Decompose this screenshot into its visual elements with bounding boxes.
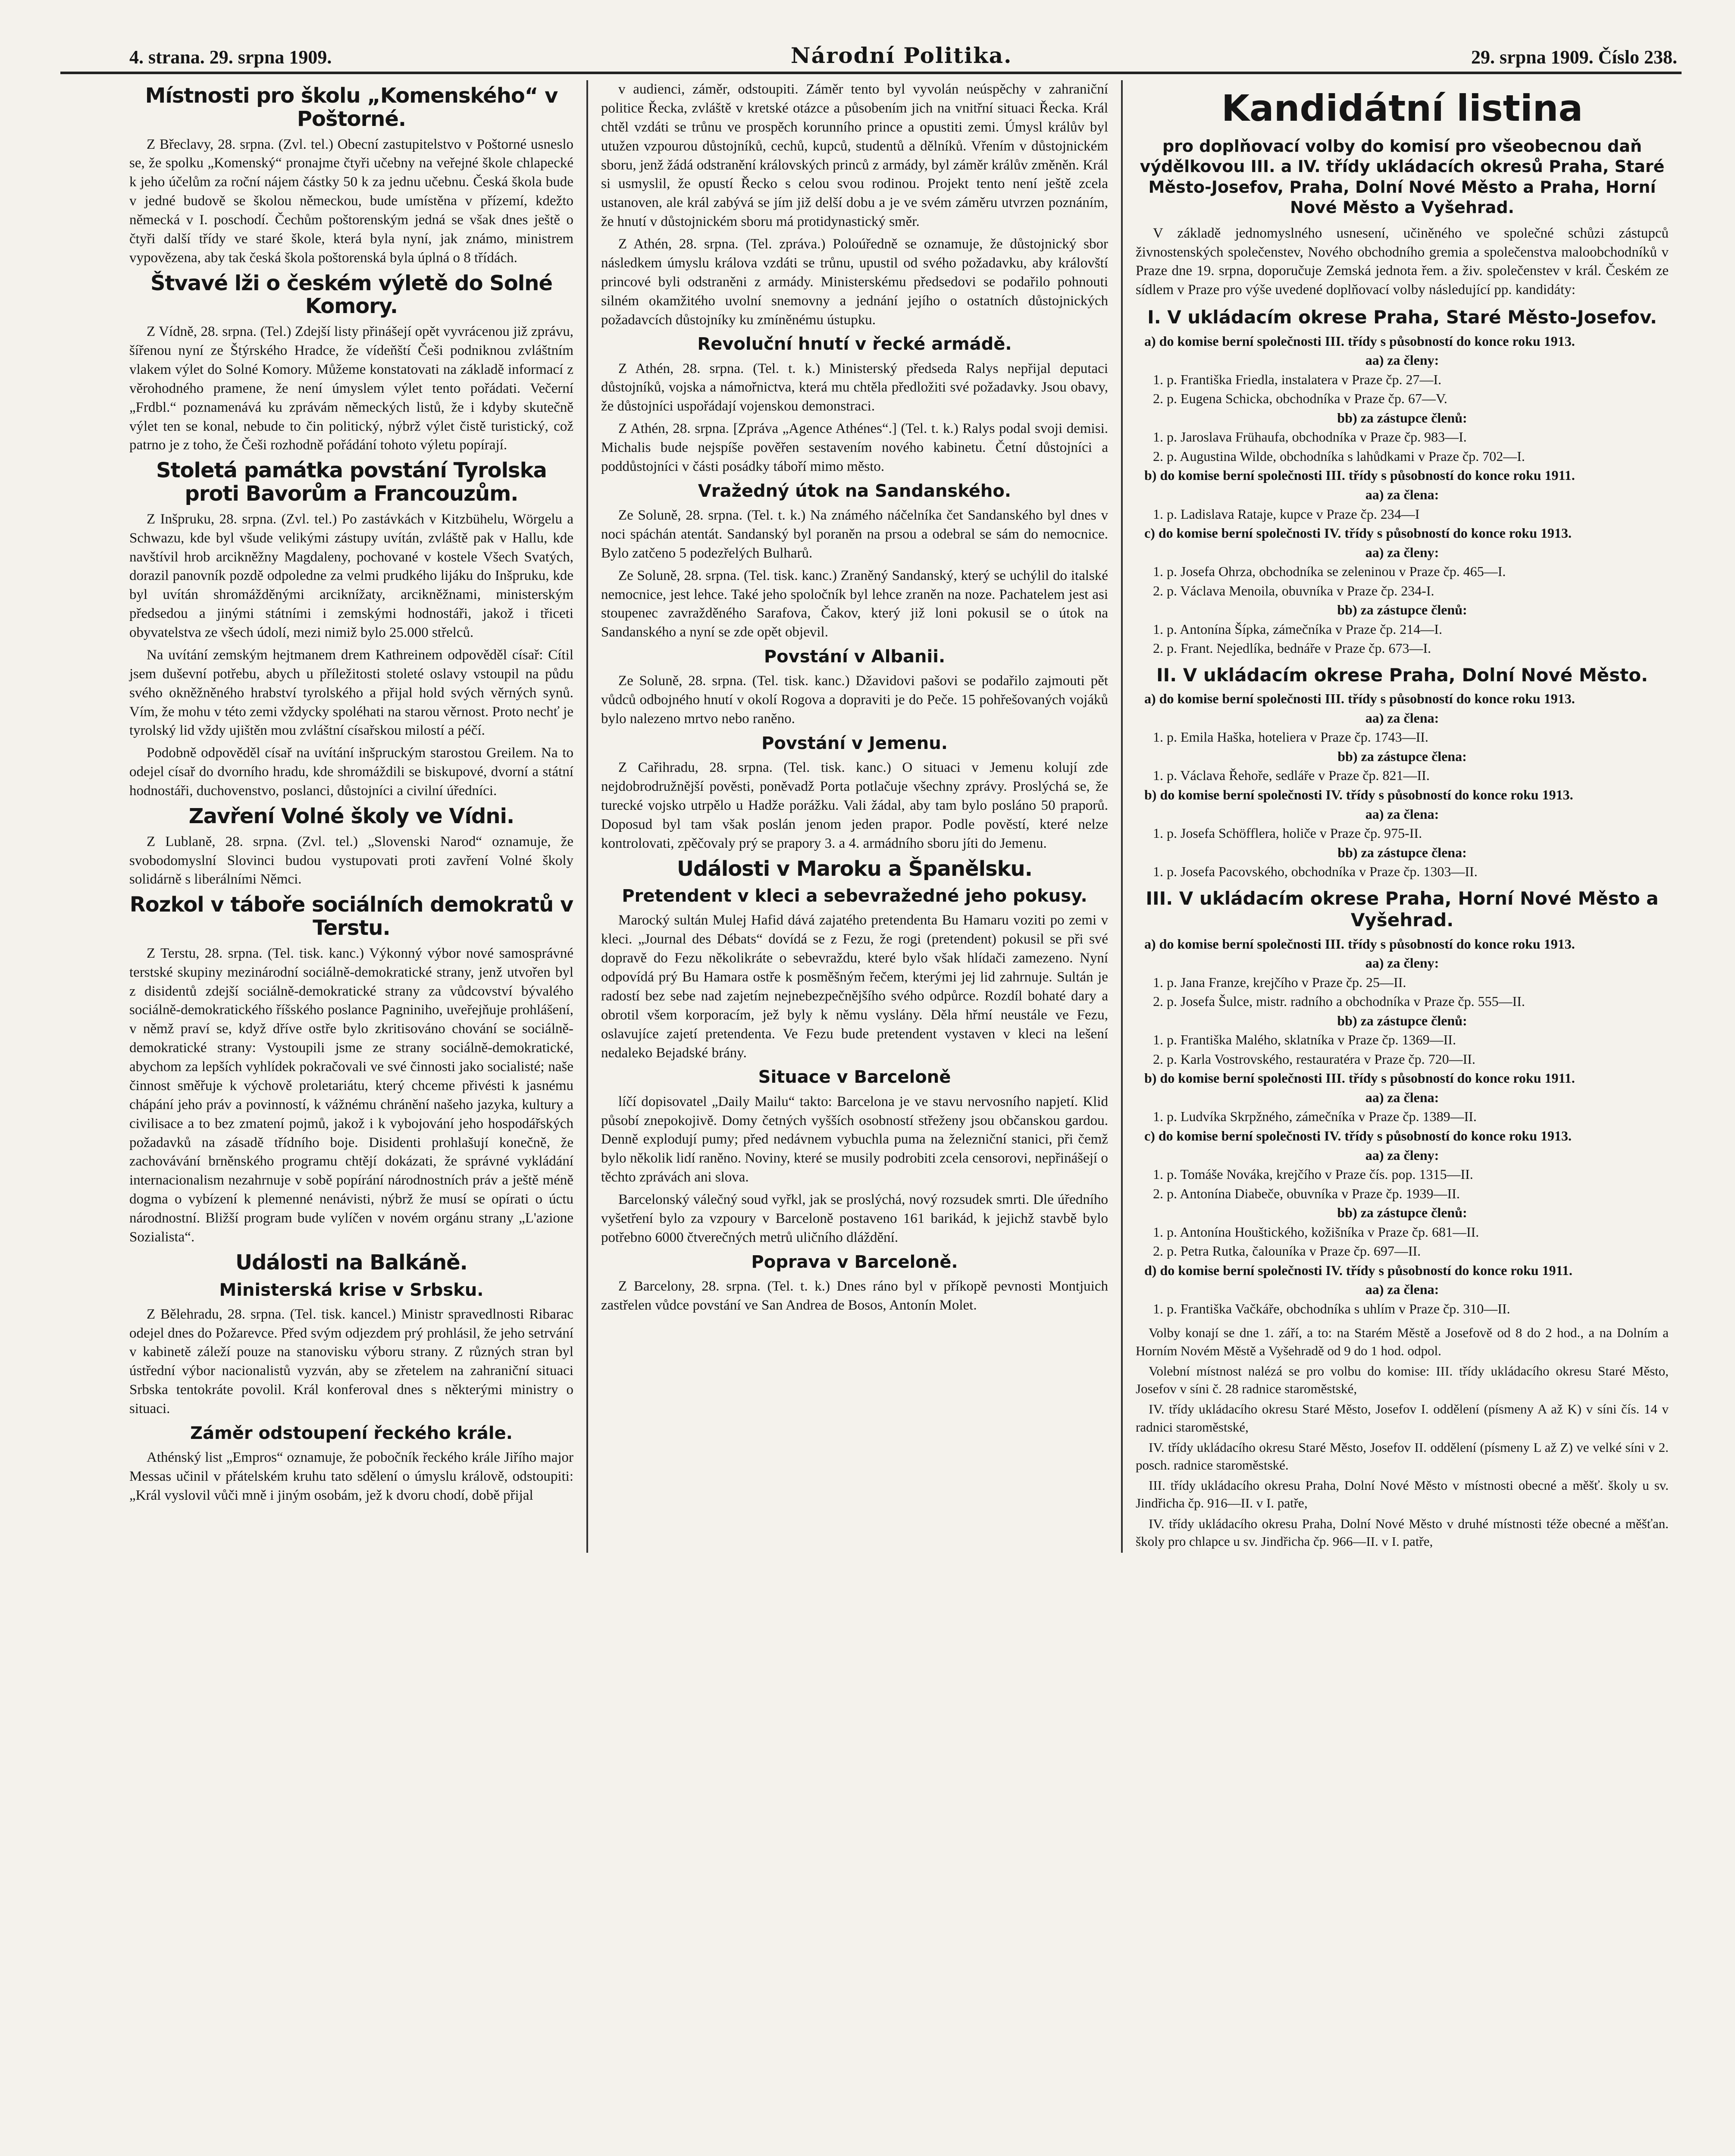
article-title: Události na Balkáně. xyxy=(235,1250,467,1275)
article-title: Místnosti pro školu „Komenského“ v Poštorné. xyxy=(145,84,558,131)
article-text: Z Athén, 28. srpna. (Tel. zpráva.) Poloúředně se oznamuje, že důstojnický sbor následkem úmyslu králova vzdáti se trůnu, upustil od svého požadavku, aby královští princové byli odstraněni z armády. Ministerskému předsedovi se podařilo pohnouti silném okamžitého uvolní snemovny a jednání jejího o ostatních důstojnických požadavcích důstojníky ku zmíněnému ústupku. xyxy=(601,236,1108,328)
candidate-group-label: aa) za člena: xyxy=(1365,710,1439,726)
page-header xyxy=(60,34,1682,74)
candidate-group-label: bb) za zástupce členů: xyxy=(1337,602,1467,618)
candidate-entry: 1. p. Ladislava Rataje, kupce v Praze čp. 234—I xyxy=(1153,506,1420,522)
article-text: Ze Soluně, 28. srpna. (Tel. t. k.) Na známého náčelníka čet Sandanského byl dnes v noci spáchán atentát. Sandanský byl poraněn na prsou a odebral se sám do nemocnice. Bylo zatčeno 5 podezřelých Bulharů. xyxy=(601,508,1108,561)
candidate-entry: 2. p. Frant. Nejedlíka, bednáře v Praze čp. 673—I. xyxy=(1153,640,1431,656)
candidate-group-label: aa) za členy: xyxy=(1365,352,1439,368)
candidate-list-district-3 xyxy=(1136,935,1669,1318)
candidate-entry: 2. p. Eugena Schicka, obchodníka v Praze čp. 67—V. xyxy=(1153,391,1447,407)
commission-label: a) do komise berní společnosti III. třídy s působností do konce roku 1913. xyxy=(1144,333,1575,349)
commission-label: b) do komise berní společnosti IV. třídy s působností do konce roku 1913. xyxy=(1144,787,1573,803)
article-text: Z Inšpruku, 28. srpna. (Zvl. tel.) Po zastávkách v Kitzbühelu, Wörgelu a Schwazu, kde byl všude velikými zástupy uvítán, zvláště pak v Hallu, kde navštívil hrob arcikněžny Magdaleny, pochované v kostele Všech Svatých, dorazil panovník pozdě odpoledne za velmi prudkého lijáku do Inšpruku, kde byl uvítán shromážděnými arciknížaty, arcikněžnami, ministerským předsedou a jinými státními i zemskými hodnostáři, jakož i třiceti obyvatelstva ze všech údolí, mezi nimiž bylo 25.000 střelců. xyxy=(129,511,573,640)
district-title: II. V ukládacím okrese Praha, Dolní Nové Město. xyxy=(1156,664,1648,686)
article-text: Na uvítání zemským hejtmanem drem Kathreinem odpověděl císař: Cítil jsem duševní potřebu, abych u příležitosti stoleté oslavy vstoupil na půdu svého okněžněného hrabství tyrolského a přijal hold svých věrných synů. Vím, že mohu v této zemi vždycky spoléhati na starou věrnost. Proto nechť je tyrolský lid vždy ujištěn mou zvláštní císařskou milostí a péčí. xyxy=(129,647,573,739)
article-subtitle: Záměr odstoupení řeckého krále. xyxy=(190,1423,513,1443)
article-text: Z Vídně, 28. srpna. (Tel.) Zdejší listy přinášejí opět vyvrácenou již zprávu, šířenou nyní ze Štýrského Hradce, že vídeňští Češi podniknou zvláštním vlakem výlet do Solné Komory. Můžeme konstatovati na základě informací z věrohodného pramene, že není úmyslem výlet tento pořádati. Večerní „Frdbl.“ poznamenává ku zprávám německých listů, že i kdyby skutečně výlet ten se konal, nebude to čin politický, nýbrž výlet čistě turistický, což patrno je z toho, že Češi rozhodně pořádání tohoto výletu popírají. xyxy=(129,324,573,453)
column-3 xyxy=(1121,80,1682,1553)
article-title: Události v Maroku a Španělsku. xyxy=(677,856,1032,881)
candidate-entry: 1. p. Jaroslava Frühaufa, obchodníka v Praze čp. 983—I. xyxy=(1153,429,1467,445)
election-note: IV. třídy ukládacího okresu Staré Město, Josefov II. oddělení (písmeny L až Z) ve velké síni v 2. posch. radnice staroměstské. xyxy=(1136,1439,1669,1473)
candidate-entry: 1. p. Antonína Šípka, zámečníka v Praze čp. 214—I. xyxy=(1153,621,1442,637)
candidate-group-label: aa) za člena: xyxy=(1365,1282,1439,1297)
district-title: III. V ukládacím okrese Praha, Horní Nové Město a Vyšehrad. xyxy=(1146,887,1659,931)
article-text: Z Terstu, 28. srpna. (Tel. tisk. kanc.) Výkonný výbor nové samosprávné terstské skupiny mezinárodní sociálně-demokratické strany, jenž utvořen byl z disidentů zdejší sociálně-demokratické strany za vůdcovství bývalého sociálně-demokratického říšského poslance Pagniniho, uveřejňuje prohlášení, v němž praví se, když dříve ostře bylo zkritisováno chování se sociálně-demokratické strany: Vystoupili jsme ze strany sociálně-demokratické, abychom za lepších vyhlídek pokračovali ve své činnosti jako socialisté; naše činnost směřuje k výchově proletariátu, který chceme přivésti k jasnému chápání jeho práv a povinností, k vážnému chránění našeho jazyka, kultury a civilisace a to bez zmatení pojmů, jakož i k vybojování jeho hospodářských požadavků na zásadě třídního boje. Disidenti prohlašují konečně, že zachovávání brněnského programu chtějí dokázati, že správné vykládání internacionalism nezahrnuje v sobě popírání národnostních práv a ještě méně dogma o vybízení k plemenné nenávisti, nýbrž že musí se opírati o úctu národnostní. Bližší program bude vylíčen v novém orgánu strany „L'azione Sozialista“. xyxy=(129,945,573,1245)
candidate-entry: 1. p. Františka Malého, sklatníka v Praze čp. 1369—II. xyxy=(1153,1032,1456,1048)
candidate-entry: 1. p. Ludvíka Skrpžného, zámečníka v Praze čp. 1389—II. xyxy=(1153,1109,1477,1125)
candidate-group-label: aa) za členy: xyxy=(1365,955,1439,971)
commission-label: d) do komise berní společnosti IV. třídy s působností do konce roku 1911. xyxy=(1144,1262,1572,1278)
article-title: Štvavé lži o českém výletě do Solné Komory. xyxy=(150,271,553,319)
candidate-entry: 2. p. Augustina Wilde, obchodníka s lahůdkami v Praze čp. 702—I. xyxy=(1153,448,1525,464)
candidate-entry: 2. p. Karla Vostrovského, restauratéra v Praze čp. 720—II. xyxy=(1153,1051,1475,1067)
candidate-entry: 1. p. Emila Haška, hoteliera v Praze čp. 1743—II. xyxy=(1153,729,1428,745)
candidate-entry: 1. p. Josefa Schöfflera, holiče v Praze čp. 975-II. xyxy=(1153,825,1422,841)
newspaper-page xyxy=(60,34,1682,2156)
candidate-group-label: bb) za zástupce členů: xyxy=(1337,1012,1467,1028)
article-title: Rozkol v táboře sociálních demokratů v Terstu. xyxy=(129,893,573,940)
candidate-list-subtitle: pro doplňovací volby do komisí pro všeobecnou daň výdělkovou III. a IV. třídy ukládacích okresů Praha, Staré Město-Josefov, Praha, Dolní Nové Město a Praha, Horní Nové Město a Vyšehrad. xyxy=(1140,136,1665,217)
article-subtitle: Pretendent v kleci a sebevražedné jeho pokusy. xyxy=(622,886,1087,906)
candidate-intro: V základě jednomyslného usnesení, učiněného ve společné schůzi zástupců živnostenských společenstev, Nového obchodního gremia a společenstva maloobchodníků v Praze dne 19. srpna, doporučuje Zemská jednota řem. a živ. společenstev v král. Českém ze sídlem v Praze pro výše uvedené doplňovací volby následující pp. kandidáty: xyxy=(1136,225,1669,298)
candidate-entry: 1. p. Františka Friedla, instalatera v Praze čp. 27—I. xyxy=(1153,371,1442,387)
columns xyxy=(60,80,1682,1553)
article-text: Barcelonský válečný soud vyřkl, jak se proslýchá, nový rozsudek smrti. Dle úředního vyšetření bylo za vzpoury v Barceloně postaveno 161 barikád, k jejichž stavbě bylo potřebno 6000 čtverečných metrů uličního dláždění. xyxy=(601,1192,1108,1245)
commission-label: c) do komise berní společnosti IV. třídy s působností do konce roku 1913. xyxy=(1144,525,1572,541)
article-text: líčí dopisovatel „Daily Mailu“ takto: Barcelona je ve stavu nervosního napjetí. Klid působí znepokojivě. Domy četných vyšších osobností střeženy jsou občanskou gardou. Denně explodují pumy; před nedávnem vybuchla puma na železniční stanici, při čemž bylo několik lidí raněno. Noviny, které se musily podrobiti zcela censorovi, nepřinášejí o těchto zprávách ani slova. xyxy=(601,1094,1108,1185)
candidate-entry: 1. p. Jana Franze, krejčího v Praze čp. 25—II. xyxy=(1153,974,1406,990)
candidate-list-district-1 xyxy=(1136,332,1669,658)
commission-label: a) do komise berní společnosti III. třídy s působností do konce roku 1913. xyxy=(1144,691,1575,707)
article-text: v audienci, záměr, odstoupiti. Záměr tento byl vyvolán neúspěchy v zahraniční politice Řecka, zvláště v kretské otázce a působením jich na vnitřní situaci Řecka. Král chtěl vzdáti se trůnu ve prospěch korunního prince a opustiti zemi. Úmysl králův byl utužen vzpourou důstojníků, cechů, kupců, studentů a dělníků. Vřením v důstojnickém sboru, jenž žádá odstranění královských princů z armády, byl záměr králův změněn. Král si usmyslil, že opustí Řecko s celou svou rodinou. Projekt tento není ještě zcela ustanoven, ale král zabývá se jím již delší dobu a je ve svém záměru utvrzen poznáním, že hnutí v důstojnickém sboru má protidynastický směr. xyxy=(601,81,1108,230)
election-note: Volby konají se dne 1. září, a to: na Starém Městě a Josefově od 8 do 2 hod., a na Dolním a Horním Novém Městě a Vyšehradě od 9 do 1 hod. odpol. xyxy=(1136,1325,1669,1358)
article-subtitle: Ministerská krise v Srbsku. xyxy=(219,1280,484,1300)
candidate-list-district-2 xyxy=(1136,689,1669,881)
article-text: Z Cařihradu, 28. srpna. (Tel. tisk. kanc.) O situaci v Jemenu kolují zde nejdobrodružnější pověsti, poněvadž Porta potlačuje všechny zprávy. Proslýchá se, že turecké vojsko utrpělo u Hadže porážku. Vali žádal, aby tam bylo posláno 50 praporů. Doposud byl tam však poslán jenom jeden prapor. Podle pověstí, které nelze kontrolovati, zpěčovaly prý se prapory 3. a 4. armádního sboru jíti do Jemenu. xyxy=(601,760,1108,851)
commission-label: c) do komise berní společnosti IV. třídy s působností do konce roku 1913. xyxy=(1144,1128,1572,1144)
candidate-group-label: aa) za členy: xyxy=(1365,1147,1439,1163)
district-title: I. V ukládacím okrese Praha, Staré Město-Josefov. xyxy=(1147,307,1657,328)
article-title: Revoluční hnutí v řecké armádě. xyxy=(697,334,1012,354)
article-title: Povstání v Albanii. xyxy=(764,647,946,667)
election-note: Volební místnost nalézá se pro volbu do komise: III. třídy ukládacího okresu Staré Město, Josefov v síni č. 28 radnice staroměstské, xyxy=(1136,1363,1669,1397)
article-title: Povstání v Jemenu. xyxy=(761,733,948,753)
candidate-group-label: aa) za člena: xyxy=(1365,1089,1439,1105)
candidate-entry: 1. p. Tomáše Nováka, krejčího v Praze čís. pop. 1315—II. xyxy=(1153,1166,1473,1182)
candidate-entry: 2. p. Petra Rutka, čalouníka v Praze čp. 697—II. xyxy=(1153,1243,1421,1259)
header-left: 4. strana. 29. srpna 1909. xyxy=(129,47,332,68)
commission-label: a) do komise berní společnosti III. třídy s působností do konce roku 1913. xyxy=(1144,936,1575,952)
article-text: Ze Soluně, 28. srpna. (Tel. tisk. kanc.) Džavidovi pašovi se podařilo zajmouti pět vůdců odbojného hnutí v okolí Rogova a dopraviti je do Peče. 15 pohřešovaných vojáků bylo nalezeno mrtvo nebo raněno. xyxy=(601,673,1108,727)
masthead: Národní Politika. xyxy=(790,43,1012,68)
candidate-group-label: aa) za člena: xyxy=(1365,806,1439,822)
article-title: Stoletá památka povstání Tyrolska proti Bavorům a Francouzům. xyxy=(156,458,547,506)
article-title: Poprava v Barceloně. xyxy=(751,1252,958,1272)
candidate-group-label: bb) za zástupce člena: xyxy=(1337,748,1467,764)
column-1 xyxy=(60,80,586,1553)
column-2 xyxy=(586,80,1121,1553)
candidate-entry: 2. p. Josefa Šulce, mistr. radního a obchodníka v Praze čp. 555—II. xyxy=(1153,993,1525,1009)
article-title: Zavření Volné školy ve Vídni. xyxy=(188,804,514,828)
commission-label: b) do komise berní společnosti III. třídy s působností do konce roku 1911. xyxy=(1144,467,1575,483)
candidate-group-label: bb) za zástupce členů: xyxy=(1337,410,1467,426)
candidate-list-title: Kandidátní listina xyxy=(1221,87,1583,129)
article-text: Z Lublaně, 28. srpna. (Zvl. tel.) „Slovenski Narod“ oznamuje, že svobodomyslní Slovinci budou vystupovati proti zavření Volné školy solidárně s liberálními Němci. xyxy=(129,834,573,887)
article-text: Z Athén, 28. srpna. [Zpráva „Agence Athénes“.] (Tel. t. k.) Ralys podal svoji demisi. Michalis bude nejspíše pověřen sestavením nového kabinetu. Četní důstojníci a poddůstojníci v části posádky táboří mimo město. xyxy=(601,421,1108,474)
election-notes xyxy=(1136,1324,1669,1550)
candidate-entry: 1. p. Josefa Pacovského, obchodníka v Praze čp. 1303—II. xyxy=(1153,864,1478,880)
article-text: Z Barcelony, 28. srpna. (Tel. t. k.) Dnes ráno byl v příkopě pevnosti Montjuich zastřelen vůdce povstání ve San Andrea de Bosos, Antonín Molet. xyxy=(601,1278,1108,1313)
candidate-group-label: aa) za členy: xyxy=(1365,544,1439,560)
election-note: III. třídy ukládacího okresu Praha, Dolní Nové Město v místnosti obecné a měšť. školy u sv. Jindřicha čp. 916—II. v I. patře, xyxy=(1136,1478,1669,1511)
article-text: Z Břeclavy, 28. srpna. (Zvl. tel.) Obecní zastupitelstvo v Poštorné usneslo se, že spolku „Komenský“ pronajme čtyři učebny na veřejné škole chlapecké k jeho účelům za roční nájem částky 50 k za jednu učebnu. Česká škola bude v jedné budově se školou německou, bude umístěna v přízemí, kdežto německá v I. poschodí. Čechům poštorenským jedná se však dnes ještě o čtyři další třídy ve staré škole, která byla nyní, jak známo, ministrem vypovězena, aby tak česká škola poštorenská byla úplná o 8 třídách. xyxy=(129,136,573,266)
candidate-group-label: bb) za zástupce členů: xyxy=(1337,1205,1467,1221)
candidate-entry: 1. p. Antonína Houštického, kožišníka v Praze čp. 681—II. xyxy=(1153,1224,1479,1240)
article-text: Athénský list „Empros“ oznamuje, že pobočník řeckého krále Jiřího major Messas učinil v přátelském kruhu tato sdělení o úmyslu králově, odstoupiti: „Král vyslovil vůči mně i jiným osobám, jež k dvoru chodí, době přijal xyxy=(129,1450,573,1503)
candidate-entry: 1. p. Josefa Ohrza, obchodníka se zeleninou v Praze čp. 465—I. xyxy=(1153,564,1506,580)
commission-label: b) do komise berní společnosti III. třídy s působností do konce roku 1911. xyxy=(1144,1070,1575,1086)
candidate-entry: 1. p. Františka Vačkáře, obchodníka s uhlím v Praze čp. 310—II. xyxy=(1153,1300,1510,1316)
election-note: IV. třídy ukládacího okresu Praha, Dolní Nové Město v druhé místnosti téže obecné a měšťan. školy pro chlapce u sv. Jindřicha čp. 966—II. v I. patře, xyxy=(1136,1516,1669,1549)
candidate-entry: 2. p. Antonína Diabeče, obuvníka v Praze čp. 1939—II. xyxy=(1153,1185,1460,1201)
candidate-group-label: bb) za zástupce člena: xyxy=(1337,844,1467,860)
article-text: Z Athén, 28. srpna. (Tel. t. k.) Ministerský předseda Ralys nepřijal deputaci důstojníků, vojska a námořnictva, která mu chtěla předložiti své požadavky. Jsou obavy, že důstojníci uspořádají vojenskou demonstraci. xyxy=(601,360,1108,414)
election-note: IV. třídy ukládacího okresu Staré Město, Josefov I. oddělení (písmeny A až K) v síni čís. 14 v radnici staroměstské, xyxy=(1136,1401,1669,1435)
article-title: Situace v Barceloně xyxy=(758,1067,951,1087)
article-text: Marocký sultán Mulej Hafid dává zajatého pretendenta Bu Hamaru voziti po zemi v kleci. „Journal des Débats“ dovídá se z Fezu, že rogi (pretendent) pokusil se při své dopravě do Fezu několikráte o sebevraždu, které bylo však hlídači zamezeno. Nyní odpovídá prý Bu Hamara ostře k posměšným řečem, kterými jej lid zahrnuje. Sultán je radostí bez sebe nad zajetím nejnebezpečnějšího svého odpůrce. Rozdíl bohaté dary a obrotil všem korporacím, jež byly k němu vyslány. Děla hřmí neustále ve Fezu, oslavujíce zajetí pretendenta. Ve Fezu bude pretendent vystaven v kleci na lešení nedaleko Bejadské brány. xyxy=(601,912,1108,1061)
article-title: Vražedný útok na Sandanského. xyxy=(698,481,1012,501)
header-right: 29. srpna 1909. Číslo 238. xyxy=(1471,47,1677,68)
article-text: Podobně odpověděl císař na uvítání inšpruckým starostou Greilem. Na to odejel císař do dvorního hradu, kde shromáždili se biskupové, dvorní a státní hodnostáři, duchovenstvo, poslanci, důstojníci a civilní úředníci. xyxy=(129,745,573,799)
article-text: Ze Soluně, 28. srpna. (Tel. tisk. kanc.) Zraněný Sandanský, který se uchýlil do italské nemocnice, jest lehce. Také jeho spoločník byl lehce zraněn na noze. Pachatelem jest asi stoupenec zavražděného Sarafova, Čakov, který již loni pokusil se o útok na Sandanského a nyní se zde opět objevil. xyxy=(601,567,1108,640)
candidate-group-label: aa) za člena: xyxy=(1365,486,1439,502)
article-text: Z Bělehradu, 28. srpna. (Tel. tisk. kancel.) Ministr spravedlnosti Ribarac odejel dnes do Požarevce. Před svým odjezdem prý prohlásil, že jeho setrvání v kabinetě záleží pouze na stanovisku výboru strany. Z různých stran byl ústřední výbor nacionalistů vyzván, aby se zřetelem na zahraniční situaci Srbska tentokráte povolil. Král konferoval dnes s některými ministry o situaci. xyxy=(129,1306,573,1417)
candidate-entry: 1. p. Václava Řehoře, sedláře v Praze čp. 821—II. xyxy=(1153,768,1430,783)
candidate-entry: 2. p. Václava Menoila, obuvníka v Praze čp. 234-I. xyxy=(1153,583,1434,599)
